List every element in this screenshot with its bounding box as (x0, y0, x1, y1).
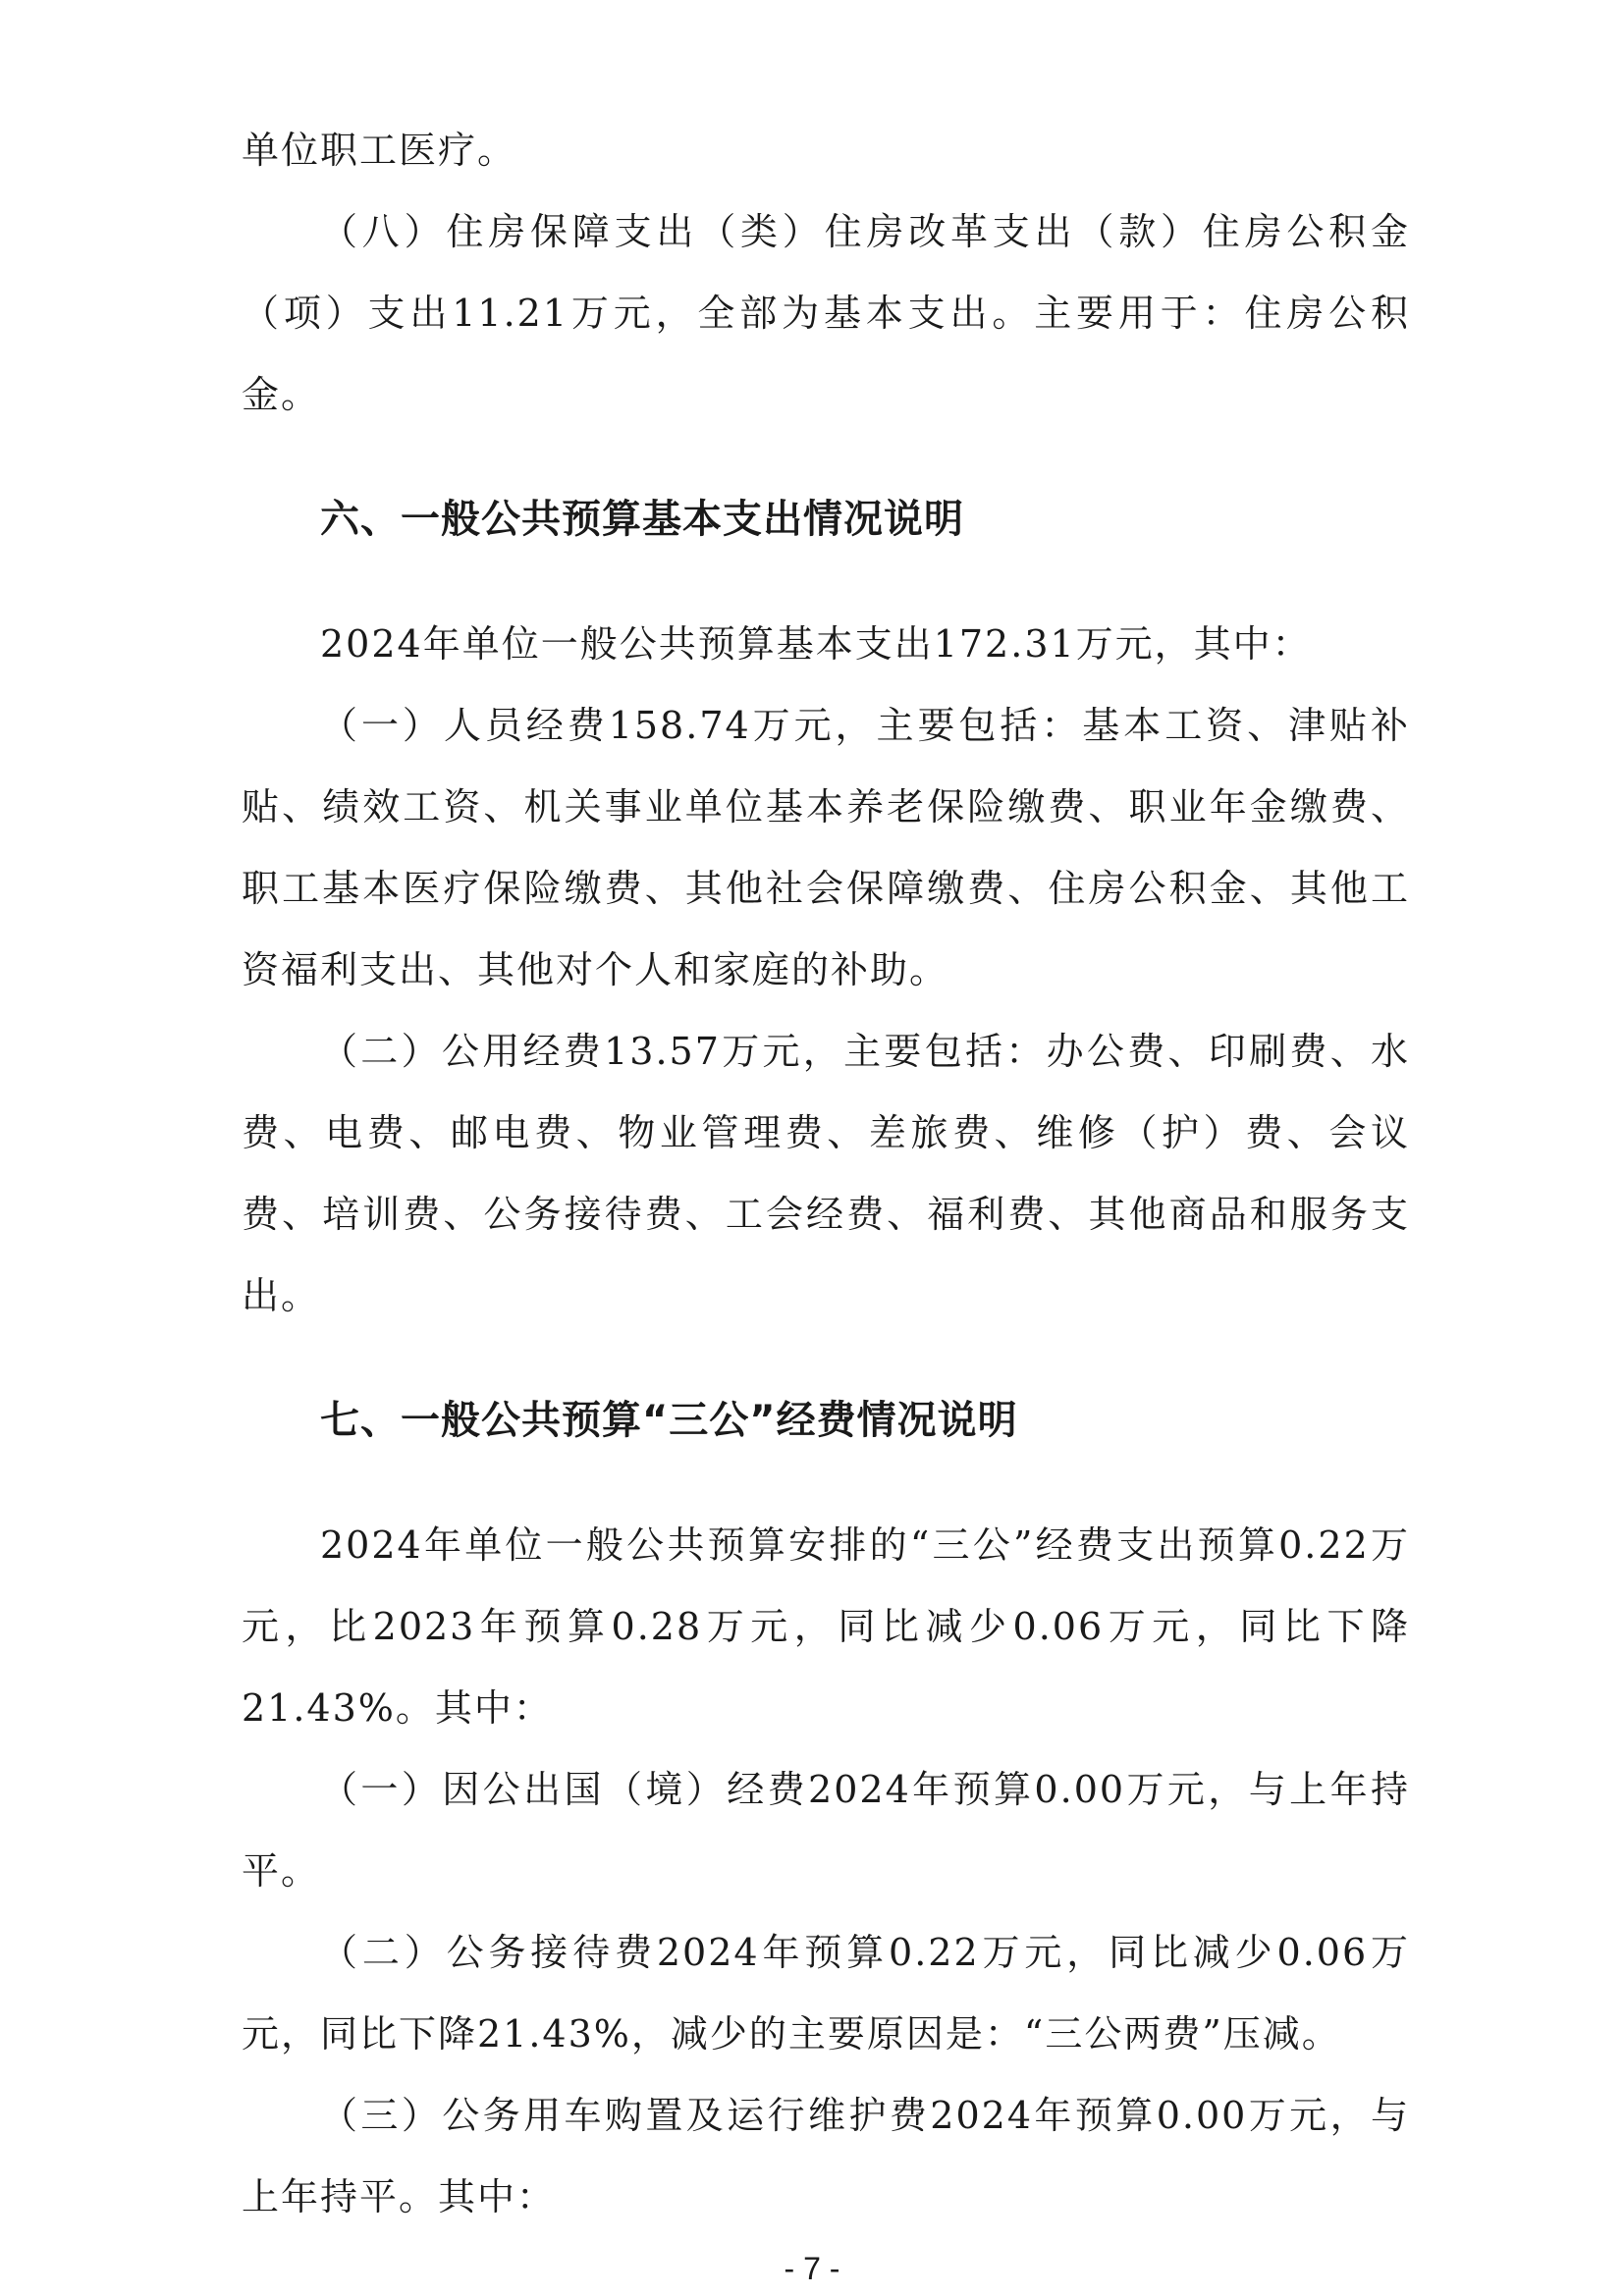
section-heading-6: 六、一般公共预算基本支出情况说明 (320, 497, 964, 542)
paragraph-basic-expenditure: 2024年单位一般公共预算基本支出172.31万元，其中： (320, 622, 1312, 666)
section-heading-7: 七、一般公共预算“三公”经费情况说明 (320, 1398, 1018, 1443)
paragraph-three-public-summary: 2024年单位一般公共预算安排的“三公”经费支出预算0.22万元，比2023年预算0.28万元，同比减少0.06万元，同比下降21.43%。其中： (242, 1523, 1410, 1730)
paragraph-public-expenses: （二）公用经费13.57万元，主要包括：办公费、印刷费、水费、电费、邮电费、物业管理费、差旅费、维修（护）费、会议费、培训费、公务接待费、工会经费、福利费、其他商品和服务支出。 (242, 1030, 1410, 1317)
paragraph-housing-fund: （八）住房保障支出（类）住房改革支出（款）住房公积金（项）支出11.21万元，全部为基本支出。主要用于：住房公积金。 (242, 210, 1410, 416)
page-number: - 7 - (784, 2251, 840, 2286)
spacer (242, 561, 1410, 604)
paragraph-official-vehicles: （三）公务用车购置及运行维护费2024年预算0.00万元，与上年持平。其中： (242, 2094, 1410, 2218)
paragraph-personnel-expenses: （一）人员经费158.74万元，主要包括：基本工资、津贴补贴、绩效工资、机关事业单位基本养老保险缴费、职业年金缴费、职工基本医疗保险缴费、其他社会保障缴费、住房公积金、其他工资福利支出、其他对个人和家庭的补助。 (242, 704, 1410, 991)
spacer (242, 1337, 1410, 1380)
paragraph-continuation: 单位职工医疗。 (242, 129, 517, 172)
spacer (242, 1462, 1410, 1505)
page-content (242, 110, 1410, 2238)
spacer (242, 436, 1410, 479)
paragraph-official-reception: （二）公务接待费2024年预算0.22万元，同比减少0.06万元，同比下降21.43%，减少的主要原因是：“三公两费”压减。 (242, 1931, 1410, 2056)
paragraph-overseas-travel: （一）因公出国（境）经费2024年预算0.00万元，与上年持平。 (242, 1768, 1410, 1893)
